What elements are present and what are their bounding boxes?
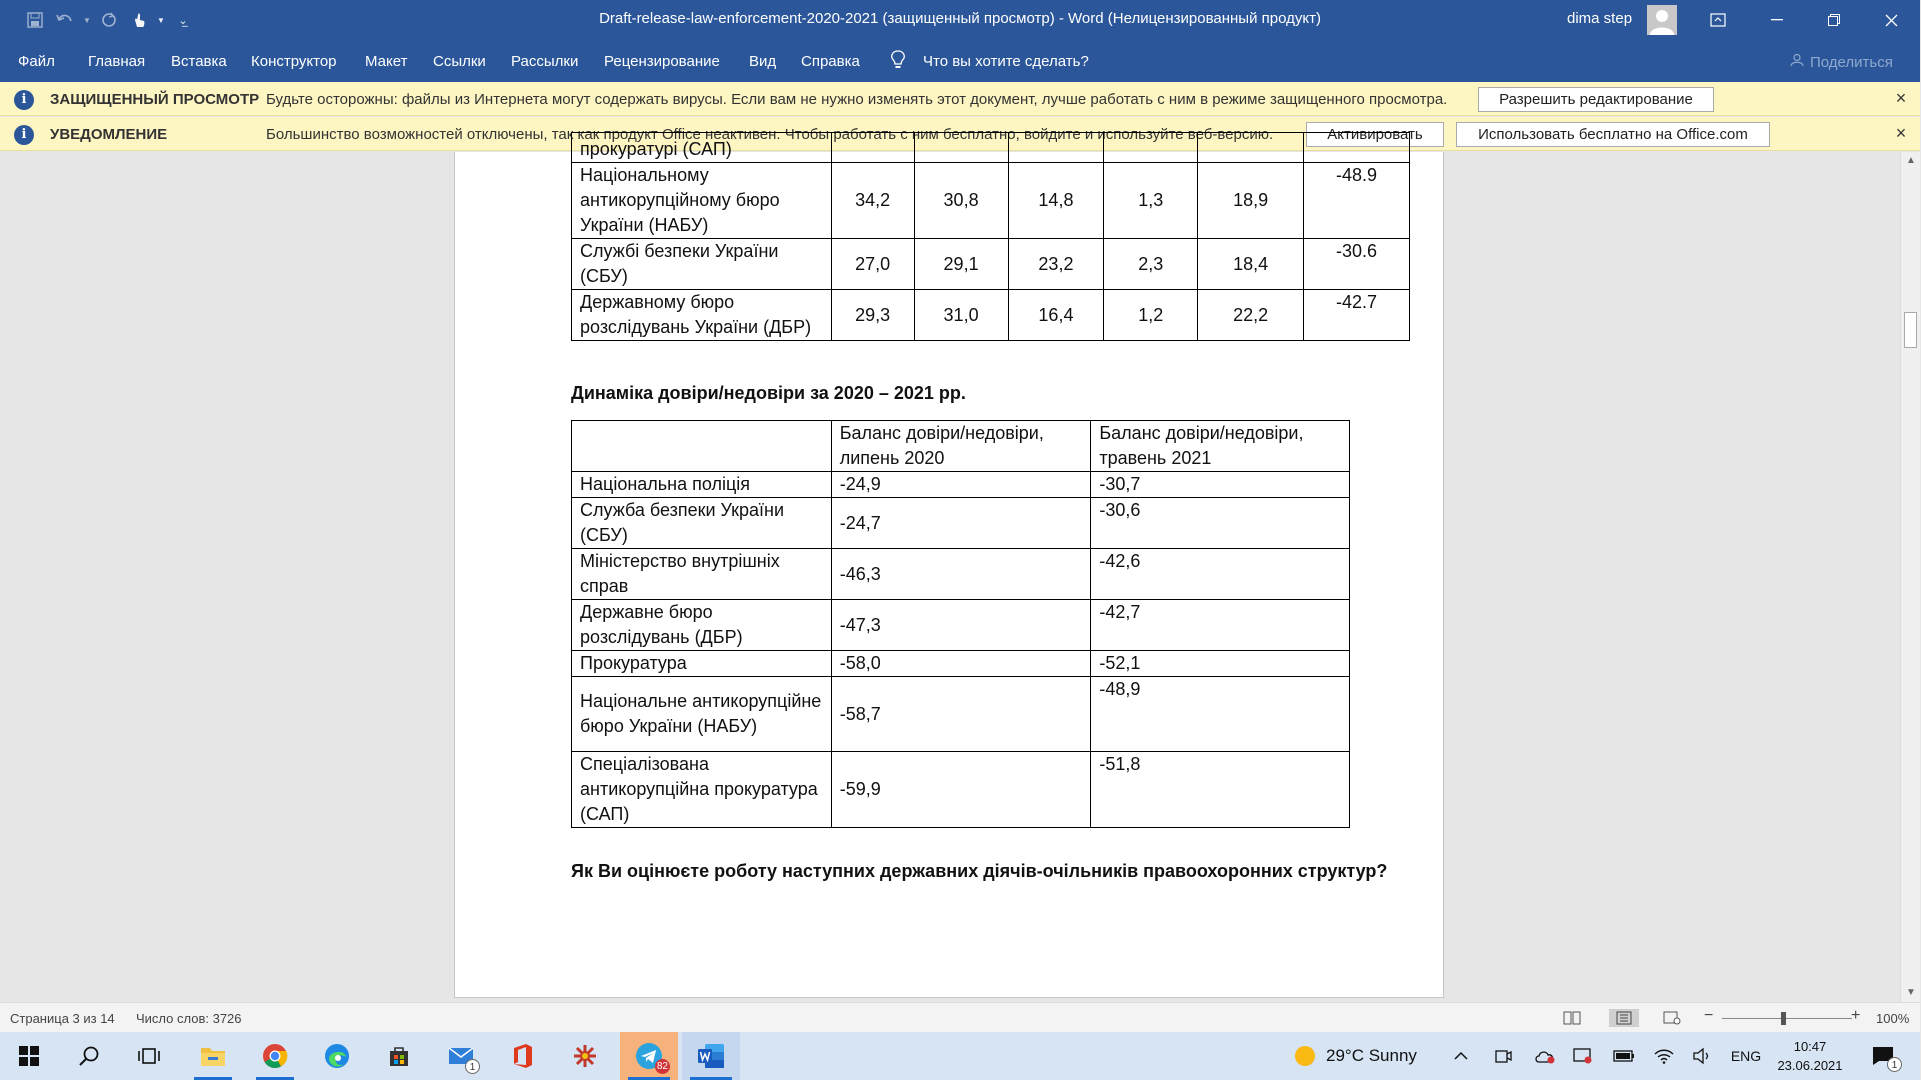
user-name[interactable]: dima step	[1567, 10, 1633, 27]
notice-title: УВЕДОМЛЕНИЕ	[50, 126, 168, 143]
table-cell: 31,0	[914, 290, 1008, 341]
zoom-slider[interactable]	[1722, 1018, 1852, 1019]
status-bar	[0, 1002, 1920, 1032]
table-cell: -42.7	[1304, 290, 1410, 341]
table-cell: -47,3	[831, 600, 1091, 651]
telegram-icon[interactable]	[620, 1032, 678, 1080]
file-explorer-icon[interactable]	[186, 1032, 240, 1080]
read-mode-icon[interactable]	[1561, 1009, 1583, 1027]
table-cell: -42,6	[1091, 549, 1350, 600]
close-icon[interactable]	[1868, 0, 1914, 40]
tab-insert[interactable]: Вставка	[171, 53, 227, 70]
table-row	[572, 239, 1410, 290]
table-cell: -42,7	[1091, 600, 1350, 651]
table-row	[572, 133, 1410, 163]
table-row	[572, 498, 1350, 549]
section-heading: Як Ви оцінюєте роботу наступних державних діячів-очільників правоохоронних структур?	[571, 861, 1388, 881]
tab-mailings[interactable]: Рассылки	[511, 53, 579, 70]
table-row	[572, 290, 1410, 341]
use-free-office-button[interactable]: Использовать бесплатно на Office.com	[1456, 122, 1770, 147]
table-cell: 34,2	[831, 163, 914, 239]
table-cell: -51,8	[1091, 752, 1350, 828]
restore-icon[interactable]	[1811, 0, 1857, 40]
person-share-icon	[1790, 53, 1804, 71]
table-row	[572, 651, 1350, 677]
undo-icon[interactable]	[50, 5, 80, 35]
table-cell: 27,0	[831, 239, 914, 290]
trust-table-top	[571, 132, 1410, 341]
tab-home[interactable]: Главная	[88, 53, 146, 70]
search-icon[interactable]	[62, 1032, 116, 1080]
table-row	[572, 163, 1410, 239]
sun-icon	[1290, 1032, 1320, 1080]
title-bar	[0, 0, 1920, 40]
notifications-icon[interactable]	[1858, 1032, 1908, 1080]
table-header-cell: Баланс довіри/недовіри, липень 2020	[831, 421, 1091, 472]
table-cell: Державному бюро розслідувань України (ДБР)	[572, 290, 832, 341]
vertical-scrollbar[interactable]	[1900, 152, 1920, 1002]
table-cell: -59,9	[831, 752, 1091, 828]
scroll-up-icon[interactable]: ▲	[1906, 155, 1916, 166]
notice-message: Большинство возможностей отключены, так как продукт Office неактивен. Чтобы работать с ним бесплатно, войдите и используйте веб-версию.	[266, 126, 1274, 143]
table-cell: прокуратурі (САП)	[572, 133, 832, 163]
start-icon[interactable]	[2, 1032, 56, 1080]
chevron-up-icon[interactable]	[1448, 1032, 1474, 1080]
section-heading: Динаміка довіри/недовіри за 2020 – 2021 рр.	[571, 383, 966, 403]
table-header-cell: Баланс довіри/недовіри, травень 2021	[1091, 421, 1350, 472]
table-cell: 1,3	[1104, 163, 1198, 239]
notifications-badge: 1	[1887, 1057, 1902, 1072]
lightbulb-icon	[890, 50, 906, 74]
document-page[interactable]	[454, 139, 1444, 998]
table-row	[572, 752, 1350, 828]
office-icon[interactable]	[496, 1032, 550, 1080]
meet-now-icon[interactable]	[1490, 1032, 1516, 1080]
table-cell: 29,3	[831, 290, 914, 341]
table-cell: Міністерство внутрішніх справ	[572, 549, 832, 600]
share-button[interactable]	[1790, 53, 1893, 71]
cloud-icon[interactable]	[1532, 1032, 1558, 1080]
table-row	[572, 677, 1350, 752]
table-cell: 29,1	[914, 239, 1008, 290]
ribbon-tabs	[0, 40, 1920, 82]
table-cell: 2,3	[1104, 239, 1198, 290]
trust-dynamics-table	[571, 420, 1350, 828]
table-cell: Національному антикорупційному бюро України (НАБУ)	[572, 163, 832, 239]
tell-me-search[interactable]: Что вы хотите сделать?	[923, 53, 1089, 70]
tab-references[interactable]: Ссылки	[433, 53, 486, 70]
table-cell: 23,2	[1008, 239, 1104, 290]
chevron-down-icon[interactable]: ▼	[83, 15, 91, 25]
word-count[interactable]: Число слов: 3726	[136, 1011, 242, 1026]
table-cell: -46,3	[831, 549, 1091, 600]
customize-qat-icon[interactable]: ⌄̲	[178, 14, 188, 27]
app-icon[interactable]	[558, 1032, 612, 1080]
microsoft-store-icon[interactable]	[372, 1032, 426, 1080]
avatar[interactable]	[1647, 5, 1677, 35]
table-cell: -48.9	[1304, 163, 1410, 239]
protected-view-message: Будьте осторожны: файлы из Интернета могут содержать вирусы. Если вам не нужно изменять этот документ, лучше работать с ним в режиме защищенного просмотра.	[266, 91, 1448, 108]
tab-help[interactable]: Справка	[801, 53, 860, 70]
zoom-out-icon[interactable]: −	[1704, 1007, 1714, 1024]
table-cell: Службі безпеки України (СБУ)	[572, 239, 832, 290]
zoom-in-icon[interactable]: +	[1851, 1007, 1861, 1024]
word-icon[interactable]	[682, 1032, 740, 1080]
redo-icon[interactable]	[94, 5, 124, 35]
table-cell: 14,8	[1008, 163, 1104, 239]
language-indicator[interactable]: ENG	[1730, 1048, 1762, 1064]
tab-layout[interactable]: Макет	[365, 53, 408, 70]
table-cell: -30.6	[1304, 239, 1410, 290]
task-view-icon[interactable]	[122, 1032, 176, 1080]
protected-view-title: ЗАЩИЩЕННЫЙ ПРОСМОТР	[50, 91, 260, 108]
info-icon: i	[14, 90, 34, 110]
table-cell: 16,4	[1008, 290, 1104, 341]
page-count[interactable]: Страница 3 из 14	[10, 1011, 115, 1026]
table-header-cell	[572, 421, 832, 472]
tab-review[interactable]: Рецензирование	[604, 53, 720, 70]
table-cell: 30,8	[914, 163, 1008, 239]
table-header-row	[572, 421, 1350, 472]
table-cell: 18,9	[1198, 163, 1304, 239]
tab-view[interactable]: Вид	[749, 53, 777, 70]
table-cell: Спеціалізована антикорупційна прокуратура (САП)	[572, 752, 832, 828]
mail-badge: 1	[465, 1059, 480, 1074]
share-label: Поделиться	[1810, 53, 1893, 71]
web-layout-icon[interactable]	[1661, 1009, 1683, 1027]
tab-design[interactable]: Конструктор	[251, 53, 337, 70]
table-cell: 22,2	[1198, 290, 1304, 341]
table-cell: Державне бюро розслідувань (ДБР)	[572, 600, 832, 651]
table-cell: 1,2	[1104, 290, 1198, 341]
table-cell: -30,6	[1091, 498, 1350, 549]
taskbar	[0, 1032, 1920, 1080]
enable-editing-button[interactable]: Разрешить редактирование	[1478, 87, 1714, 112]
volume-icon[interactable]	[1688, 1032, 1716, 1080]
table-cell: Прокуратура	[572, 651, 832, 677]
chrome-icon[interactable]	[248, 1032, 302, 1080]
mail-icon[interactable]	[434, 1032, 488, 1080]
wifi-icon[interactable]	[1650, 1032, 1678, 1080]
document-area	[0, 139, 1900, 1002]
clock-date: 23.06.2021	[1777, 1058, 1843, 1073]
table-cell: -24,9	[831, 472, 1091, 498]
document-title: Draft-release-law-enforcement-2020-2021 (защищенный просмотр) - Word (Нелицензированный продукт)	[599, 10, 1321, 27]
info-icon: i	[14, 125, 34, 145]
table-cell: Національна поліція	[572, 472, 832, 498]
minimize-icon[interactable]	[1754, 0, 1800, 40]
table-cell: Служба безпеки України (СБУ)	[572, 498, 832, 549]
edge-icon[interactable]	[310, 1032, 364, 1080]
tab-file[interactable]: Файл	[18, 53, 55, 70]
security-icon[interactable]	[1570, 1032, 1596, 1080]
zoom-level[interactable]: 100%	[1876, 1011, 1910, 1026]
quick-access-toolbar	[20, 0, 198, 40]
table-cell: Національне антикорупційне бюро України (НАБУ)	[572, 677, 832, 752]
activate-button[interactable]: Активировать	[1306, 122, 1444, 147]
scrollbar-thumb[interactable]	[1904, 312, 1917, 348]
table-cell: -52,1	[1091, 651, 1350, 677]
print-layout-icon[interactable]	[1609, 1009, 1639, 1027]
battery-icon[interactable]	[1610, 1032, 1638, 1080]
protected-view-bar	[0, 82, 1920, 116]
table-cell: -24,7	[831, 498, 1091, 549]
telegram-badge: 82	[656, 1061, 668, 1072]
table-cell: -58,0	[831, 651, 1091, 677]
table-cell: -58,7	[831, 677, 1091, 752]
ribbon-display-options-icon[interactable]	[1695, 0, 1741, 40]
clock-time: 10:47	[1793, 1039, 1827, 1054]
touch-mode-icon[interactable]	[124, 5, 154, 35]
zoom-slider-thumb[interactable]	[1781, 1012, 1786, 1025]
table-row	[572, 600, 1350, 651]
table-cell: -48,9	[1091, 677, 1350, 752]
clock[interactable]	[1773, 1037, 1847, 1075]
table-row	[572, 472, 1350, 498]
scroll-down-icon[interactable]: ▼	[1906, 987, 1916, 998]
table-row	[572, 549, 1350, 600]
table-cell: -30,7	[1091, 472, 1350, 498]
weather-widget[interactable]: 29°C Sunny	[1326, 1046, 1417, 1065]
save-icon[interactable]	[20, 5, 50, 35]
chevron-down-icon[interactable]: ▼	[157, 15, 165, 25]
table-cell: 18,4	[1198, 239, 1304, 290]
close-icon[interactable]: ×	[1895, 88, 1907, 108]
close-icon[interactable]: ×	[1895, 123, 1907, 143]
